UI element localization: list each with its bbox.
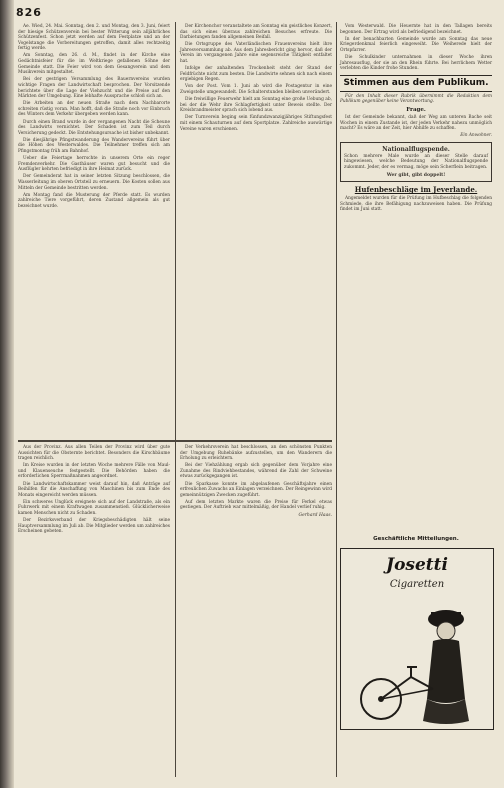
article-paragraph: Die Landwirtschaftskammer weist darauf hin, daß Anträge auf Beihilfen für die Anschaffung von Maschinen bis zum Ende des Monats eingereicht werden müssen.	[18, 481, 170, 498]
article-paragraph: Ae. Wied, 24. Mai. Sonntag, den 2. und Montag, den 3. Juni, feiert der hiesige Schützenverein bei bester Witterung sein alljährliches Schützenfest. Schon jetzt werden auf dem Festplatze und an der Vogelstange die Vorbereitungen getroffen, damit alles rechtzeitig fertig werde.	[18, 24, 170, 52]
article-paragraph: In der benachbarten Gemeinde wurde am Sonntag das neue Kriegerdenkmal feierlich eingeweiht. Die Weiherede hielt der Ortspfarrer.	[340, 36, 492, 53]
stimmen-title: Stimmen aus dem Publikum.	[343, 77, 489, 88]
article-signature: Gerhard Haas.	[298, 513, 332, 519]
article-paragraph: Der Turnverein beging sein fünfundzwanzigjähriges Stiftungsfest mit einem Schauturnen auf dem Sportplatze. Zahlreiche auswärtige Vereine waren erschienen.	[180, 115, 332, 132]
section-divider	[18, 440, 332, 442]
hufen-title: Hufenbeschläge im Jeverlande.	[354, 185, 478, 195]
column-rule-right	[336, 22, 337, 777]
josetti-advertisement	[340, 548, 494, 730]
column-1-bottom	[18, 445, 170, 536]
article-paragraph: Der Gemeinderat hat in seiner letzten Sitzung beschlossen, die Wasserleitung im oberen Ortsteil zu erneuern. Die Kosten sollen aus Mitteln der Gemeinde bestritten werden.	[18, 174, 170, 191]
stimmen-note: Für den Inhalt dieser Rubrik übernimmt die Redaktion dem Publikum gegenüber keine Verantwortung.	[340, 93, 492, 105]
article-paragraph: Im Kreise wurden in der letzten Woche mehrere Fälle von Maul- und Klauenseuche festgestellt. Die Behörden haben die erforderlichen Sperrmaßnahmen angeordnet.	[18, 463, 170, 480]
question-text: Ist der Gemeinde bekannt, daß der Weg am unteren Bache seit Wochen in einem Zustande ist, der jeden Verkehr nahezu unmöglich macht? Es wäre an der Zeit, hier Abhilfe zu schaffen.	[340, 114, 492, 132]
article-paragraph: Bei der gestrigen Versammlung des Bauernvereins wurden wichtige Fragen der Landwirtschaft besprochen. Der Vorsitzende berichtete über die Lage der Viehzucht und die Preise auf den Märkten der Umgebung. Eine lebhafte Aussprache schloß sich an.	[18, 77, 170, 100]
book-spine	[0, 0, 14, 788]
ad-brand: Josetti	[386, 555, 448, 575]
article-paragraph: Bei der Viehzählung ergab sich gegenüber dem Vorjahre eine Zunahme des Rindviehbestandes, während die Zahl der Schweine etwas zurückgegangen ist.	[180, 463, 332, 480]
article-paragraph: Vom Westerwald. Die Heuernte hat in den Tallagen bereits begonnen. Der Ertrag wird als befriedigend bezeichnet.	[340, 24, 492, 35]
national-box	[340, 142, 492, 182]
stimmen-section	[340, 75, 492, 92]
article-paragraph: Ueber die Feiertage herrschte in unserem Orte ein reger Fremdenverkehr. Die Gasthäuser waren gut besucht und die Ausflügler kehrten befriedigt in ihre Heimat zurück.	[18, 156, 170, 173]
page-number: 826	[16, 6, 42, 19]
hufen-text: Angemeldet wurden für die Prüfung im Hufbeschlag die folgenden Schmiede, die ihre Befähigung nachzuweisen haben. Die Prüfung findet im Juni statt.	[340, 196, 492, 213]
article-paragraph: Am Sonntag, den 26. d. M., findet in der Kirche eine Gedächtnisfeier für die im Weltkriege gefallenen Söhne der Gemeinde statt. Die Feier wird von dem Gesangverein und dem Musikverein mitgestaltet.	[18, 53, 170, 76]
national-text: Schon mehrere Male wurde an dieser Stelle darauf hingewiesen, welche Bedeutung der Nationalflugspende zukommt. Jeder, der es vermag, möge sein Scherflein beitragen.	[344, 153, 488, 170]
column-2-bottom	[180, 445, 332, 519]
article-paragraph: Die Schulkinder unternahmen in dieser Woche ihren Jahresausflug, der sie an den Rhein führte. Bei herrlichem Wetter verlebten die Kinder frohe Stunden.	[340, 54, 492, 72]
article-paragraph: Infolge der anhaltenden Trockenheit steht der Stand der Feldfrüchte nicht zum besten. Die Landwirte sehnen sich nach einem ergiebigen Regen.	[180, 66, 332, 83]
article-paragraph: Der Kirchenchor veranstaltete am Sonntag ein geistliches Konzert, das sich eines überaus zahlreichen Besuches erfreute. Die Darbietungen fanden allgemeinen Beifall.	[180, 24, 332, 41]
article-paragraph: Von der Post. Vom 1. Juni ab wird die Postagentur in eine Zweigstelle umgewandelt. Die Schalterstunden bleiben unverändert.	[180, 84, 332, 96]
column-rule-left	[175, 22, 176, 777]
ad-illustration	[341, 549, 493, 729]
article-paragraph: Der Verkehrsverein hat beschlossen, an den schönsten Punkten der Umgebung Ruhebänke aufzustellen, um den Wanderern die Erholung zu erleichtern.	[180, 445, 332, 462]
article-paragraph: Der Bezirksverband der Kriegsbeschädigten hält seine Hauptversammlung im Juli ab. Die Mitglieder werden um zahlreiches Erscheinen gebeten.	[18, 518, 170, 535]
question-heading: Frage.	[406, 106, 426, 113]
ad-product: Cigaretten	[389, 579, 445, 590]
article-paragraph: Die diesjährige Pfingstwanderung des Wandervereins führt über die Höhen des Westerwaldes. Die Teilnehmer treffen sich am Pfingstmontag früh am Bahnhof.	[18, 137, 170, 154]
national-title: Nationalflugspende.	[382, 145, 450, 153]
article-paragraph: Die Ortsgruppe des Vaterländischen Frauenvereins hielt ihre Jahresversammlung ab. Aus dem Jahresbericht ging hervor, daß der Verein im vergangenen Jahre eine segensreiche Tätigkeit entfaltet hat.	[180, 42, 332, 65]
article-paragraph: Am Montag fand die Musterung der Pferde statt. Es wurden zahlreiche Tiere vorgeführt, deren Zustand allgemein als gut bezeichnet wurde.	[18, 192, 170, 209]
business-notices-heading: Geschäftliche Mitteilungen.	[373, 536, 459, 542]
article-paragraph: Durch einen Brand wurde in der vergangenen Nacht die Scheune des Landwirts vernichtet. Der Schaden ist zum Teil durch Versicherung gedeckt. Die Entstehungsursache ist bisher unbekannt.	[18, 119, 170, 136]
article-paragraph: Ein schweres Unglück ereignete sich auf der Landstraße, als ein Fuhrwerk mit einem Kraftwagen zusammenstieß. Glücklicherweise kamen Menschen nicht zu Schaden.	[18, 499, 170, 517]
article-paragraph: Die Sparkasse konnte im abgelaufenen Geschäftsjahre einen erfreulichen Zuwachs an Einlagen verzeichnen. Der Reingewinn wird gemeinnützigen Zwecken zugeführt.	[180, 481, 332, 498]
article-paragraph: Die Arbeiten an der neuen Straße nach dem Nachbarorte schreiten rüstig voran. Man hofft, daß die Straße noch vor Einbruch des Winters dem Verkehr übergeben werden kann.	[18, 101, 170, 118]
column-3	[340, 24, 492, 214]
article-paragraph: Auf dem letzten Markte waren die Preise für Ferkel etwas gestiegen. Der Auftrieb war mittelmäßig, der Handel verlief ruhig.	[180, 499, 332, 511]
column-2	[180, 24, 332, 134]
column-1	[18, 24, 170, 211]
article-paragraph: Die freiwillige Feuerwehr hielt am Sonntag eine große Uebung ab, bei der die Wehr ihre Schlagfertigkeit unter Beweis stellte. Der Kreisbrandmeister sprach sich lobend aus.	[180, 97, 332, 114]
article-paragraph: Aus der Provinz. Aus allen Teilen der Provinz wird über gute Aussichten für die Obsternte berichtet. Besonders die Kirschbäume tragen reichlich.	[18, 445, 170, 462]
question-signature: Ein Anwohner.	[460, 133, 492, 139]
national-slogan: Wer gibt, gibt doppelt!	[386, 172, 446, 178]
